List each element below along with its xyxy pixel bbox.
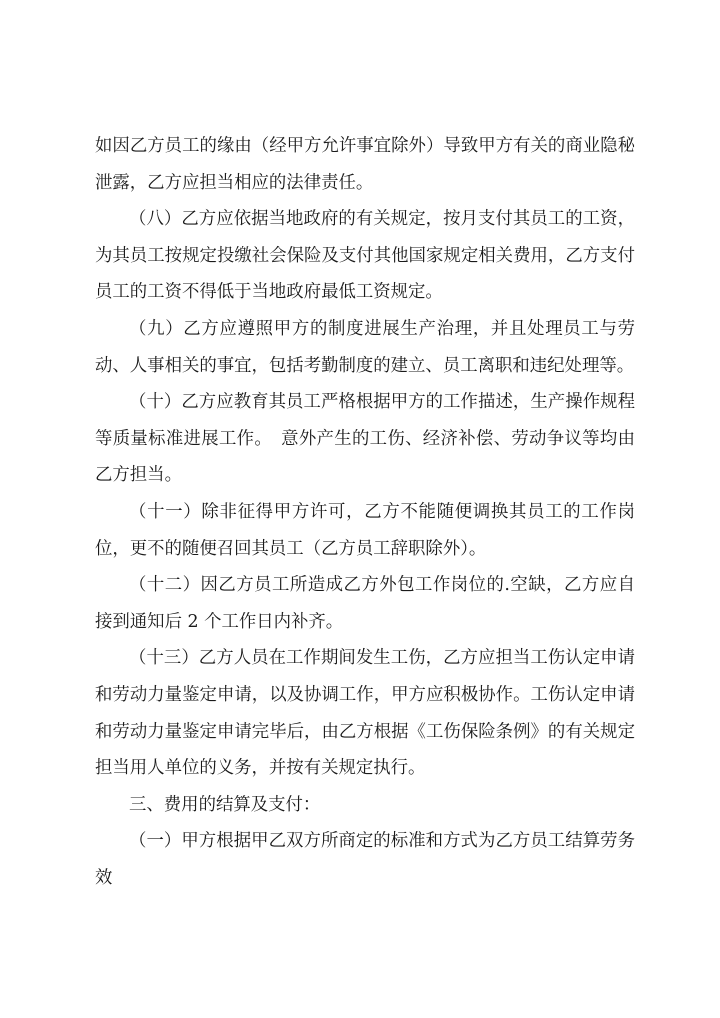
paragraph-clause-13: （十三）乙方人员在工作期间发生工伤，乙方应担当工伤认定申请和劳动力量鉴定申请，以及协调工作，甲方应积极协作。工伤认定申请和劳动力量鉴定申请完毕后，由乙方根据《工伤保险条例》的有关规定担当用人单位的义务，并按有关规定执行。 bbox=[95, 648, 635, 779]
paragraph-fee-clause-1: （一）甲方根据甲乙双方所商定的标准和方式为乙方员工结算劳务效 bbox=[95, 831, 635, 888]
paragraph-confidentiality: 如因乙方员工的缘由（经甲方允许事宜除外）导致甲方有关的商业隐秘泄露，乙方应担当相应的法律责任。 bbox=[95, 136, 635, 193]
document-body bbox=[95, 128, 635, 896]
paragraph-clause-8: （八）乙方应依据当地政府的有关规定，按月支付其员工的工资，为其员工按规定投缴社会保险及支付其他国家规定相关费用，乙方支付员工的工资不得低于当地政府最低工资规定。 bbox=[95, 209, 635, 303]
paragraph-clause-10: （十）乙方应教育其员工严格根据甲方的工作描述，生产操作规程等质量标准进展工作。 意外产生的工伤、经济补偿、劳动争议等均由乙方担当。 bbox=[95, 392, 635, 486]
section-heading-fee-settlement: 三、费用的结算及支付： bbox=[129, 794, 321, 815]
paragraph-clause-11: （十一）除非征得甲方许可，乙方不能随便调换其员工的工作岗位，更不的随便召回其员工（乙方员工辞职除外）。 bbox=[95, 501, 635, 559]
paragraph-clause-12: （十二）因乙方员工所造成乙方外包工作岗位的.空缺，乙方应自接到通知后 2 个工作日内补齐。 bbox=[95, 575, 635, 632]
paragraph-clause-9: （九）乙方应遵照甲方的制度进展生产治理，并且处理员工与劳动、人事相关的事宜，包括考勤制度的建立、员工离职和违纪处理等。 bbox=[95, 318, 635, 376]
